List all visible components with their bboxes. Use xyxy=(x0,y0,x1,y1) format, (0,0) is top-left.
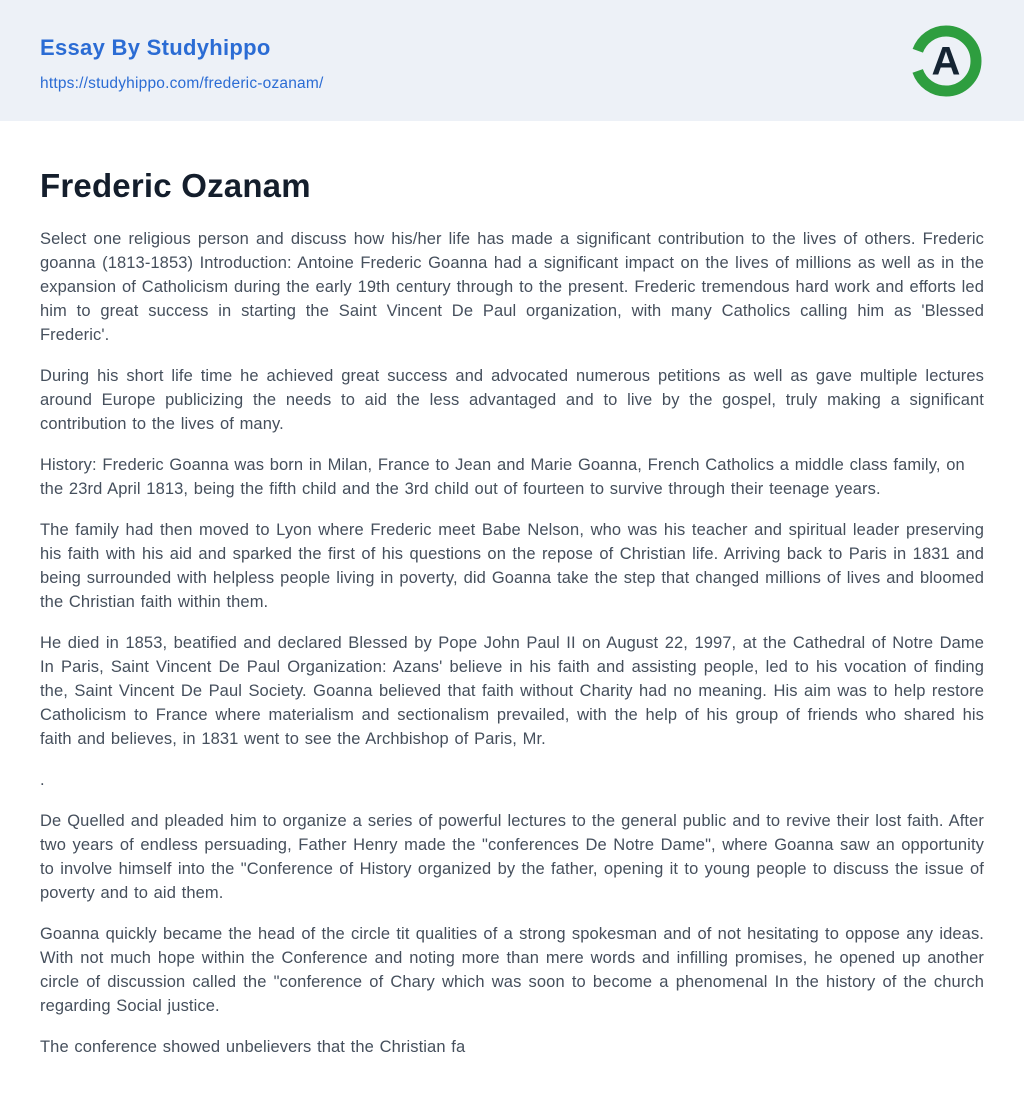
essay-paragraph: He died in 1853, beatified and declared Blessed by Pope John Paul II on August 22, 1997, at the Cathedral of Notre Dame In Paris, Saint Vincent De Paul Organization: Azans' believe in his faith and assisting people, led to his vocation of finding the, Saint Vincent De Paul Society. Goanna believed that faith without Charity had no meaning. His aim was to help restore Catholicism to France where materialism and sectionalism prevailed, with the help of his group of friends who shared his faith and believes, in 1831 went to see the Archbishop of Paris, Mr. xyxy=(40,634,984,748)
page-title: Frederic Ozanam xyxy=(40,167,311,204)
essay-body xyxy=(40,227,984,1059)
logo-a-icon xyxy=(908,23,984,99)
essay-content xyxy=(0,121,1024,1116)
page-url-link[interactable]: https://studyhippo.com/frederic-ozanam/ xyxy=(40,74,324,92)
essay-paragraph: The family had then moved to Lyon where Frederic meet Babe Nelson, who was his teacher and spiritual leader preserving his faith with his aid and sparked the first of his questions on the repose of Christian life. Arriving back to Paris in 1831 and being surrounded with helpless people living in poverty, did Goanna take the step that changed millions of lives and bloomed the Christian faith within them. xyxy=(40,521,984,611)
brand-text: Essay By Studyhippo xyxy=(40,34,271,60)
logo-letter: A xyxy=(931,39,961,83)
header-text-block xyxy=(40,29,324,93)
essay-paragraph: The conference showed unbelievers that the Christian fa xyxy=(40,1038,466,1056)
essay-paragraph: History: Frederic Goanna was born in Milan, France to Jean and Marie Goanna, French Catholics a middle class family, on the 23rd April 1813, being the fifth child and the 3rd child out of fourteen to survive through their teenage years. xyxy=(40,456,965,498)
essay-paragraph: During his short life time he achieved great success and advocated numerous petitions as well as gave multiple lectures around Europe publicizing the needs to aid the less advantaged and to live by the gospel, truly making a significant contribution to the lives of many. xyxy=(40,367,984,433)
essay-paragraph: De Quelled and pleaded him to organize a series of powerful lectures to the general public and to revive their lost faith. After two years of endless persuading, Father Henry made the "conferences De Notre Dame", where Goanna saw an opportunity to involve himself into the "Conference of History organized by the father, opening it to young people to discuss the issue of poverty and to aid them. xyxy=(40,812,984,902)
essay-paragraph: Goanna quickly became the head of the circle tit qualities of a strong spokesman and of not hesitating to oppose any ideas. With not much hope within the Conference and noting more than mere words and infilling promises, he opened up another circle of discussion called the "conference of Chary which was soon to become a phenomenal In the history of the church regarding Social justice. xyxy=(40,925,984,1015)
essay-paragraph: . xyxy=(40,771,45,789)
essay-paragraph: Select one religious person and discuss how his/her life has made a significant contribution to the lives of others. Frederic goanna (1813-1853) Introduction: Antoine Frederic Goanna had a significant impact on the lives of millions as well as in the expansion of Catholicism during the early 19th century through to the present. Frederic tremendous hard work and efforts led him to great success in starting the Saint Vincent De Paul organization, with many Catholics calling him as 'Blessed Frederic'. xyxy=(40,230,984,344)
site-header xyxy=(0,0,1024,121)
studyhippo-logo xyxy=(908,23,984,99)
